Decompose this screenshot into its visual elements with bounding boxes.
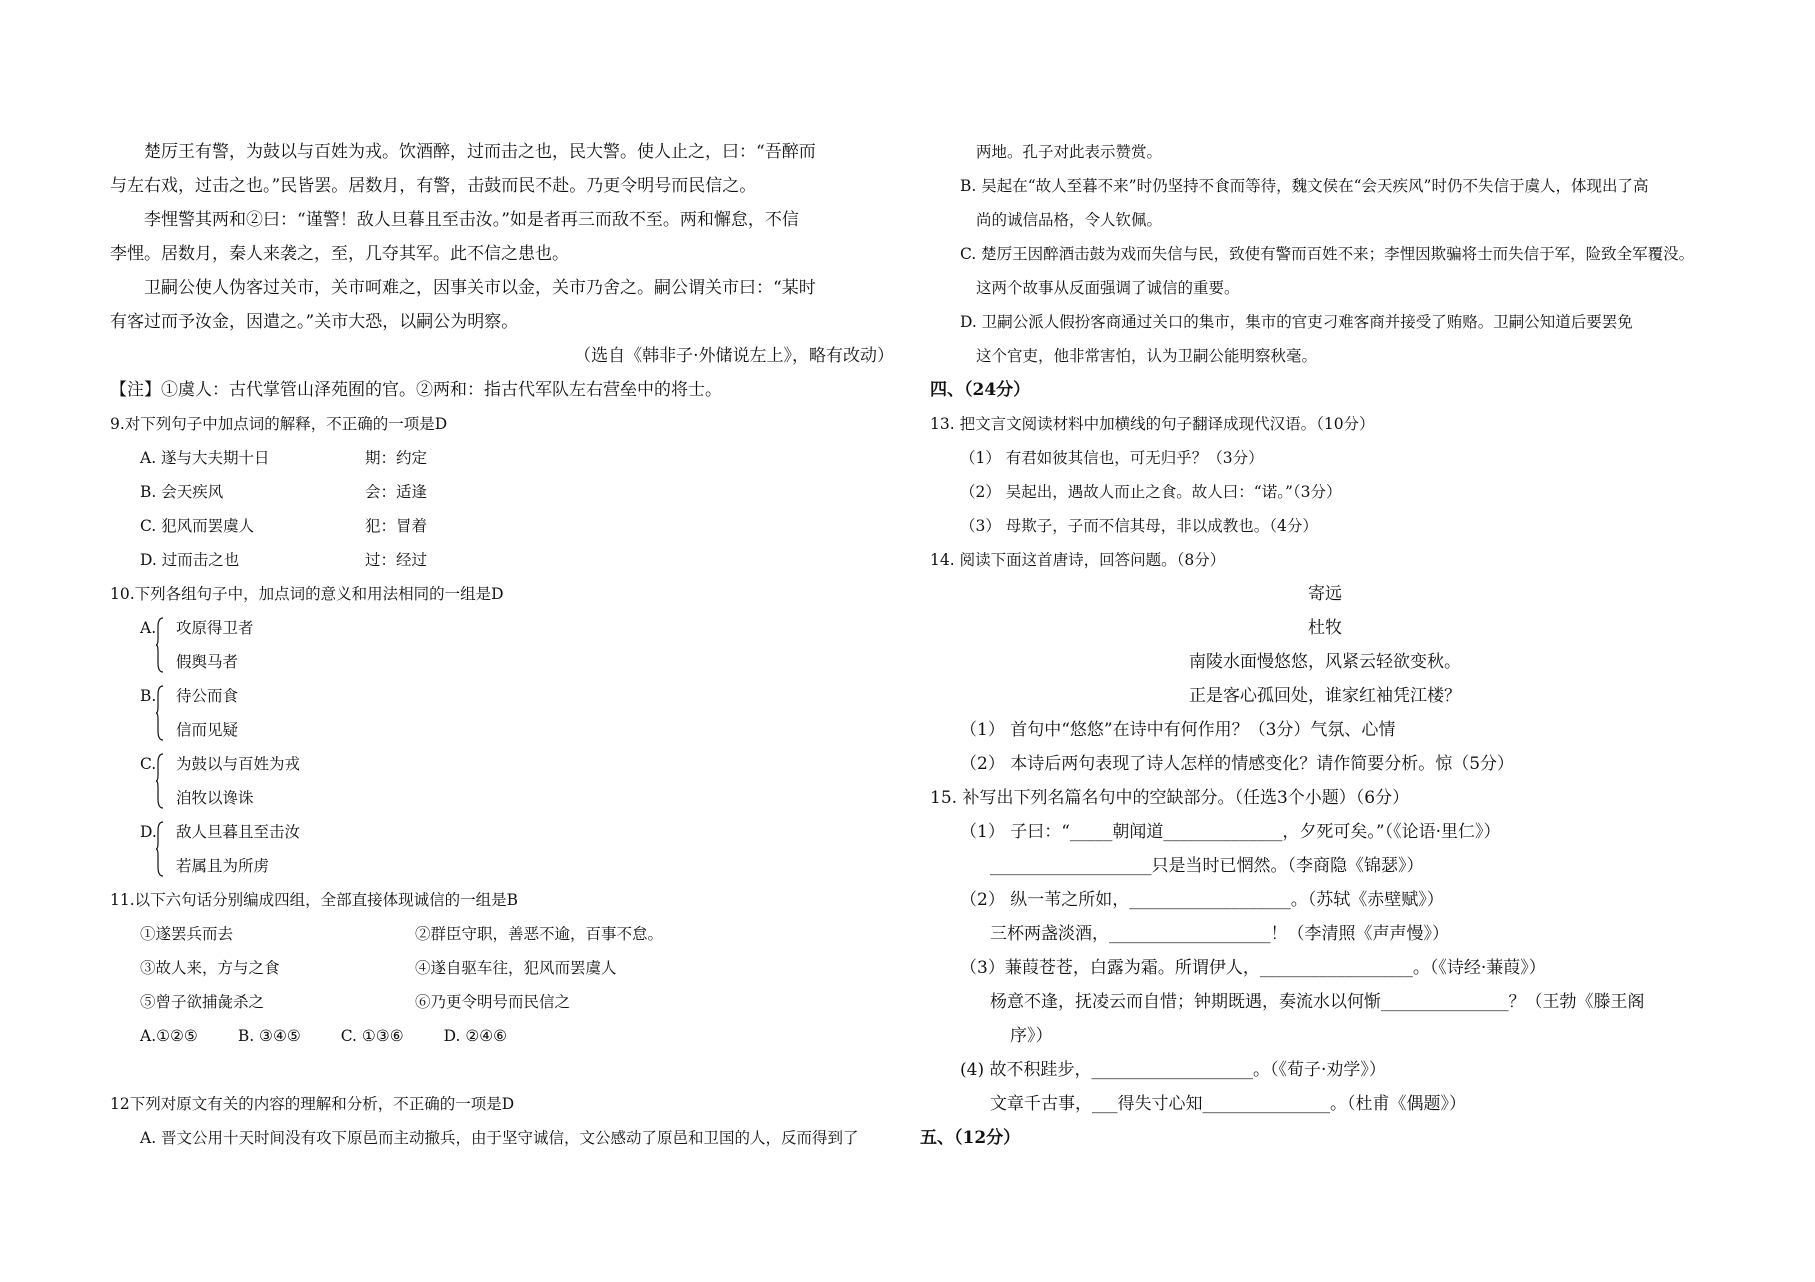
option-line: 待公而食 <box>176 687 239 705</box>
option-label: C. <box>140 755 157 773</box>
option-label: D. <box>140 823 157 841</box>
question-10-stem: 10.下列各组句子中，加点词的意义和用法相同的一组是D <box>110 585 504 603</box>
question-9-option: A. 遂与大夫期十日 期：约定 <box>140 449 428 467</box>
passage-line: 楚厉王有警，为鼓以与百姓为戎。饮酒醉，过而击之也，民大警。使人止之，曰：“吾醉而 <box>144 142 816 162</box>
question-12-option-a: A. 晋文公用十天时间没有攻下原邑而主动撤兵，由于坚守诚信，文公感动了原邑和卫国的人，反而得到了 <box>140 1129 859 1147</box>
right-column <box>920 135 1720 1155</box>
question-15-line: (4) 故不积跬步，___________________。（《荀子·劝学》） <box>960 1060 1386 1080</box>
question-14-item: （2） 本诗后两句表现了诗人怎样的情感变化？请作简要分析。惊（5分） <box>960 754 1515 774</box>
question-12-option-line: 两地。孔子对此表示赞赏。 <box>976 143 1163 161</box>
question-11-stem: 11.以下六句话分别编成四组，全部直接体现诚信的一组是B <box>110 891 519 909</box>
question-15-line: （1） 子曰：“_____朝闻道______________，夕死可矣。”（《论语·里仁》） <box>960 822 1501 842</box>
question-12-option-line: 这两个故事从反面强调了诚信的重要。 <box>976 279 1240 297</box>
question-11-item: ①遂罢兵而去 ②群臣守职，善恶不逾，百事不怠。 <box>140 925 664 943</box>
option-line: 为鼓以与百姓为戎 <box>176 755 301 773</box>
question-15-line: （2） 纵一苇之所如，___________________。（苏轼《赤壁赋》） <box>960 890 1444 910</box>
question-15-line: ___________________只是当时已惘然。（李商隐《锦瑟》） <box>990 856 1424 876</box>
question-11-options: A.①②⑤ B. ③④⑤ C. ①③⑥ D. ②④⑥ <box>140 1027 508 1045</box>
brace-icon <box>156 753 164 809</box>
question-10-group <box>110 815 900 883</box>
question-9-stem: 9.对下列句子中加点词的解释，不正确的一项是D <box>110 415 448 433</box>
question-13-item: （2） 吴起出，遇故人而止之食。故人曰：“诺。”（3分） <box>960 483 1342 501</box>
question-12-option-line: 这个官吏，他非常害怕，认为卫嗣公能明察秋毫。 <box>976 347 1318 365</box>
poem-line: 南陵水面慢悠悠，风紧云轻欲变秋。 <box>1189 652 1461 672</box>
passage-line: 与左右戏，过击之也。”民皆罢。居数月，有警，击鼓而民不赴。乃更令明号而民信之。 <box>110 176 757 196</box>
section-4-heading: 四、（24分） <box>930 380 1031 400</box>
poem-line: 正是客心孤回处，谁家红袖凭江楼？ <box>1189 686 1461 706</box>
left-column <box>110 135 900 1155</box>
option-line: 敌人旦暮且至击汝 <box>176 823 301 841</box>
poem-author: 杜牧 <box>1308 618 1342 638</box>
question-15-line: 序》） <box>1010 1026 1053 1046</box>
question-12-option-line: C. 楚厉王因醉酒击鼓为戏而失信与民，致使有警而百姓不来；李悝因欺骗将士而失信于军，险致全军覆没。 <box>960 245 1695 263</box>
question-11-item: ⑤曾子欲捕彘杀之 ⑥乃更令明号而民信之 <box>140 993 571 1011</box>
question-14-stem: 14. 阅读下面这首唐诗，回答问题。（8分） <box>930 551 1226 569</box>
option-line: 信而见疑 <box>176 721 239 739</box>
question-9-option: B. 会天疾风 会：适逢 <box>140 483 428 501</box>
question-15-stem: 15. 补写出下列名篇名句中的空缺部分。（任选3个小题）（6分） <box>930 788 1410 808</box>
question-12-option-line: 尚的诚信品格，令人钦佩。 <box>976 211 1163 229</box>
question-15-line: 文章千古事，___得失寸心知_______________。（杜甫《偶题》） <box>990 1094 1466 1114</box>
question-9-option: D. 过而击之也 过：经过 <box>140 551 428 569</box>
question-10-group <box>110 679 900 747</box>
poem-title: 寄远 <box>1308 584 1342 604</box>
question-12-stem: 12下列对原文有关的内容的理解和分析，不正确的一项是D <box>110 1095 515 1113</box>
annotation-note: 【注】①虞人：古代掌管山泽苑囿的官。②两和：指古代军队左右营垒中的将士。 <box>110 380 722 400</box>
passage-line: 卫嗣公使人伪客过关市，关市呵难之，因事关市以金，关市乃舍之。嗣公谓关市曰：“某时 <box>144 278 816 298</box>
passage-line: 李悝警其两和②曰：“谨警！敌人旦暮且至击汝。”如是者再三而敌不至。两和懈怠，不信 <box>144 210 799 230</box>
passage-line: 有客过而予汝金，因遣之。”关市大恐，以嗣公为明察。 <box>110 312 519 332</box>
section-5-heading: 五、（12分） <box>920 1128 1021 1148</box>
option-label: A. <box>140 619 157 637</box>
question-15-line: （3）蒹葭苍苍，白露为霜。所谓伊人，__________________。（《诗经·蒹葭》） <box>960 958 1546 978</box>
option-line: 若属且为所虏 <box>176 857 270 875</box>
option-line: 假舆马者 <box>176 653 239 671</box>
brace-icon <box>156 821 164 877</box>
question-12-option-line: B. 吴起在“故人至暮不来”时仍坚持不食而等待，魏文侯在“会天疾风”时仍不失信于虞人，体现出了高 <box>960 177 1649 195</box>
question-13-item: （1） 有君如彼其信也，可无归乎？（3分） <box>960 449 1264 467</box>
option-line: 洎牧以谗诛 <box>176 789 254 807</box>
question-15-line: 杨意不逢，抚凌云而自惜；钟期既遇，奏流水以何惭_______________？（王勃《滕王阁 <box>990 992 1645 1012</box>
brace-icon <box>156 685 164 741</box>
question-12-option-line: D. 卫嗣公派人假扮客商通过关口的集市，集市的官吏刁难客商并接受了贿赂。卫嗣公知道后要罢免 <box>960 313 1633 331</box>
passage-line: 李悝。居数月，秦人来袭之，至，几夺其军。此不信之患也。 <box>110 244 569 264</box>
source-citation: （选自《韩非子·外储说左上》，略有改动） <box>574 346 894 366</box>
question-10-group <box>110 747 900 815</box>
question-10-group <box>110 611 900 679</box>
question-11-item: ③故人来，方与之食 ④遂自驱车往，犯风而罢虞人 <box>140 959 617 977</box>
brace-icon <box>156 617 164 673</box>
question-9-option: C. 犯风而罢虞人 犯：冒着 <box>140 517 428 535</box>
question-13-stem: 13. 把文言文阅读材料中加横线的句子翻译成现代汉语。（10分） <box>930 415 1375 433</box>
question-15-line: 三杯两盏淡酒，___________________！（李清照《声声慢》） <box>990 924 1449 944</box>
option-label: B. <box>140 687 157 705</box>
option-line: 攻原得卫者 <box>176 619 254 637</box>
question-14-item: （1） 首句中“悠悠”在诗中有何作用？（3分）气氛、心情 <box>960 720 1396 740</box>
question-13-item: （3） 母欺子，子而不信其母，非以成教也。（4分） <box>960 517 1318 535</box>
